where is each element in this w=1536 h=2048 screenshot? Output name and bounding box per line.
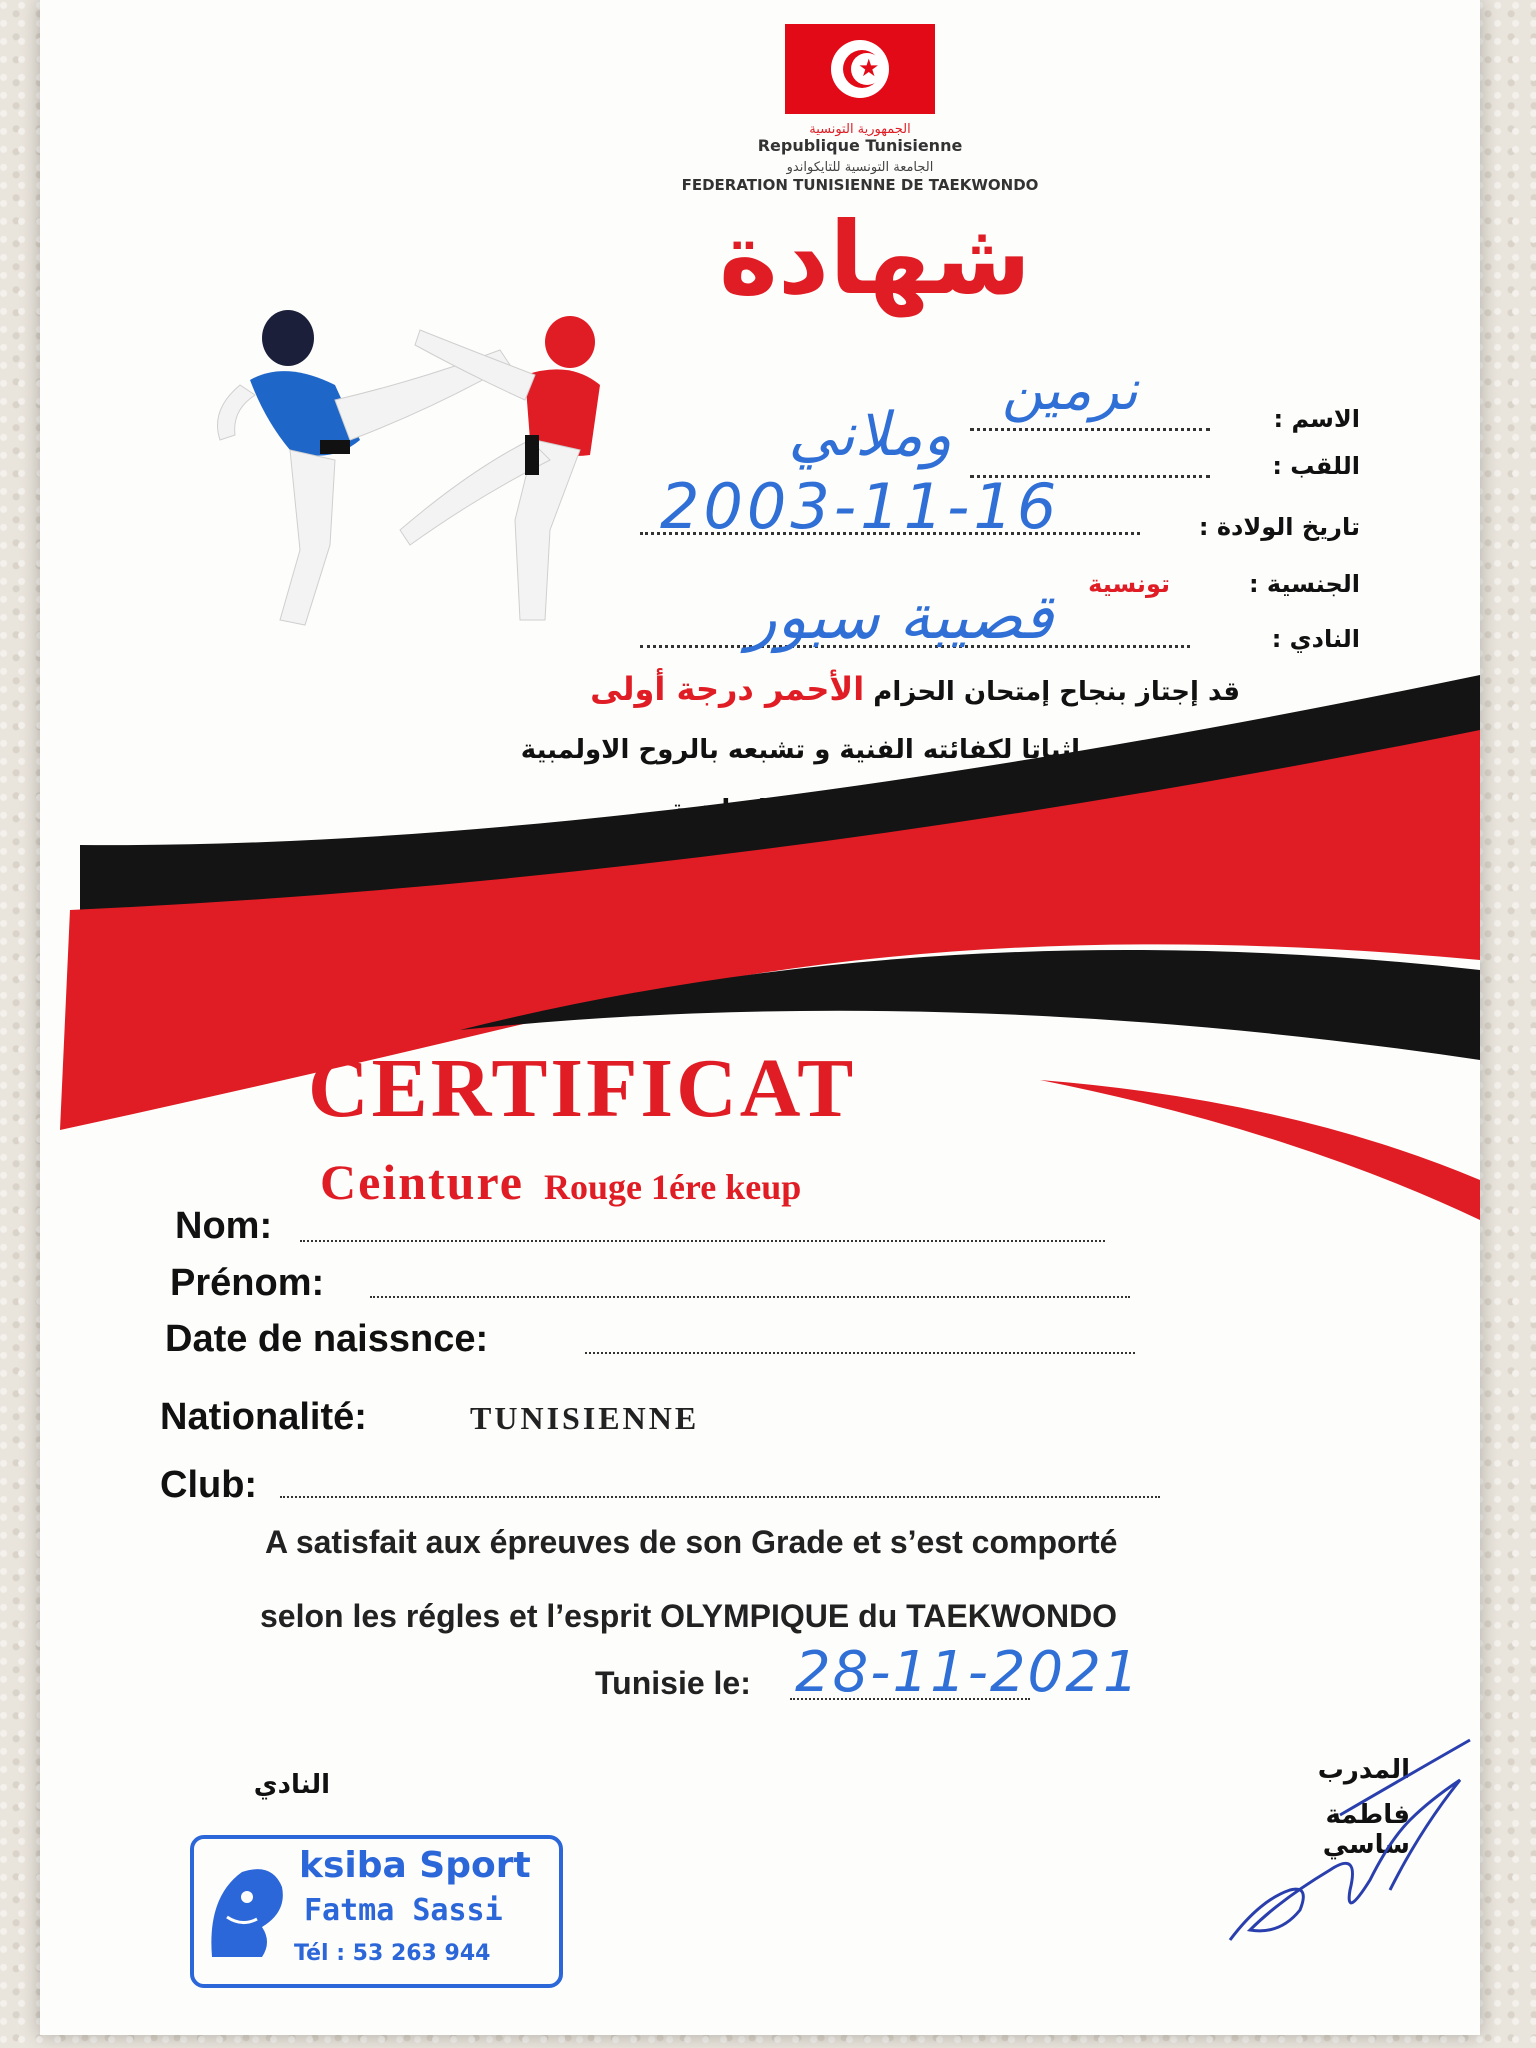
surname-label-ar: اللقب : <box>1272 452 1360 480</box>
prenom-label: Prénom: <box>170 1262 325 1304</box>
french-body-line-1: A satisfait aux épreuves de son Grade et s’est comporté <box>265 1524 1118 1560</box>
republic-fr: Republique Tunisienne <box>757 136 963 155</box>
ceinture-line: Ceinture Rouge 1ére keup <box>320 1154 802 1210</box>
handwritten-surname: وملاني <box>788 400 952 470</box>
handwritten-club: قصيبة سبور <box>746 580 1054 653</box>
coach-signature <box>1220 1720 1480 1960</box>
nationalite-value: TUNISIENNE <box>470 1400 700 1436</box>
club-stamp <box>190 1835 563 1988</box>
republic-ar: الجمهورية التونسية <box>809 122 911 137</box>
arabic-title: شهادة <box>718 200 1032 317</box>
club-label-ar-footer: النادي <box>253 1770 330 1800</box>
date-naissance-label: Date de naissnce: <box>165 1318 489 1360</box>
arabic-body-line-1: قد إجتاز بنجاح إمتحان الحزام الأحمر درجة أولى <box>590 670 1240 708</box>
handwritten-date: 28-11-2021 <box>795 1640 1141 1705</box>
federation-ar: الجامعة التونسية للتايكواندو <box>786 160 934 175</box>
name-label-ar: الاسم : <box>1273 405 1360 433</box>
coach-name-ar: فاطمة ساسي <box>1322 1800 1410 1860</box>
nationality-value-ar: تونسية <box>1088 570 1170 598</box>
nom-label: Nom: <box>175 1205 273 1247</box>
nationality-label-ar: الجنسية : <box>1248 570 1360 598</box>
certificate-paper <box>40 0 1480 2035</box>
panther-logo-icon <box>202 1857 292 1967</box>
birthdate-label-ar: تاريخ الولادة : <box>1198 513 1360 541</box>
certificat-title: CERTIFICAT <box>308 1042 857 1135</box>
club-label: Club: <box>160 1464 258 1506</box>
taekwondo-fighters-illustration <box>170 290 670 650</box>
tunisia-flag-icon: ★ <box>785 24 935 114</box>
club-label-ar: النادي : <box>1271 625 1360 653</box>
arabic-body-line-2: إثباتا لكفائته الفنية و تشبعه بالروح الاولمبية <box>520 735 1080 765</box>
stamp-line-3: Tél : 53 263 944 <box>294 1941 491 1966</box>
handwritten-birthdate: 2003-11-16 <box>660 470 1061 543</box>
federation-fr: FEDERATION TUNISIENNE DE TAEKWONDO <box>681 176 1039 194</box>
nationalite-label: Nationalité: <box>160 1396 367 1438</box>
date-naissance-dotted-line <box>585 1352 1135 1354</box>
handwritten-name: نرمين <box>1001 358 1138 423</box>
prenom-dotted-line <box>370 1296 1130 1298</box>
french-body-line-2: selon les régles et l’esprit OLYMPIQUE du TAEKWONDO <box>260 1598 1118 1634</box>
club-dotted-line <box>280 1496 1160 1498</box>
stamp-line-2: Fatma Sassi <box>304 1893 503 1928</box>
stamp-line-1: ksiba Sport <box>299 1845 531 1886</box>
nom-dotted-line <box>300 1240 1105 1242</box>
coach-label-ar: المدرب <box>1317 1755 1410 1785</box>
tunisie-le-label: Tunisie le: <box>595 1665 751 1701</box>
